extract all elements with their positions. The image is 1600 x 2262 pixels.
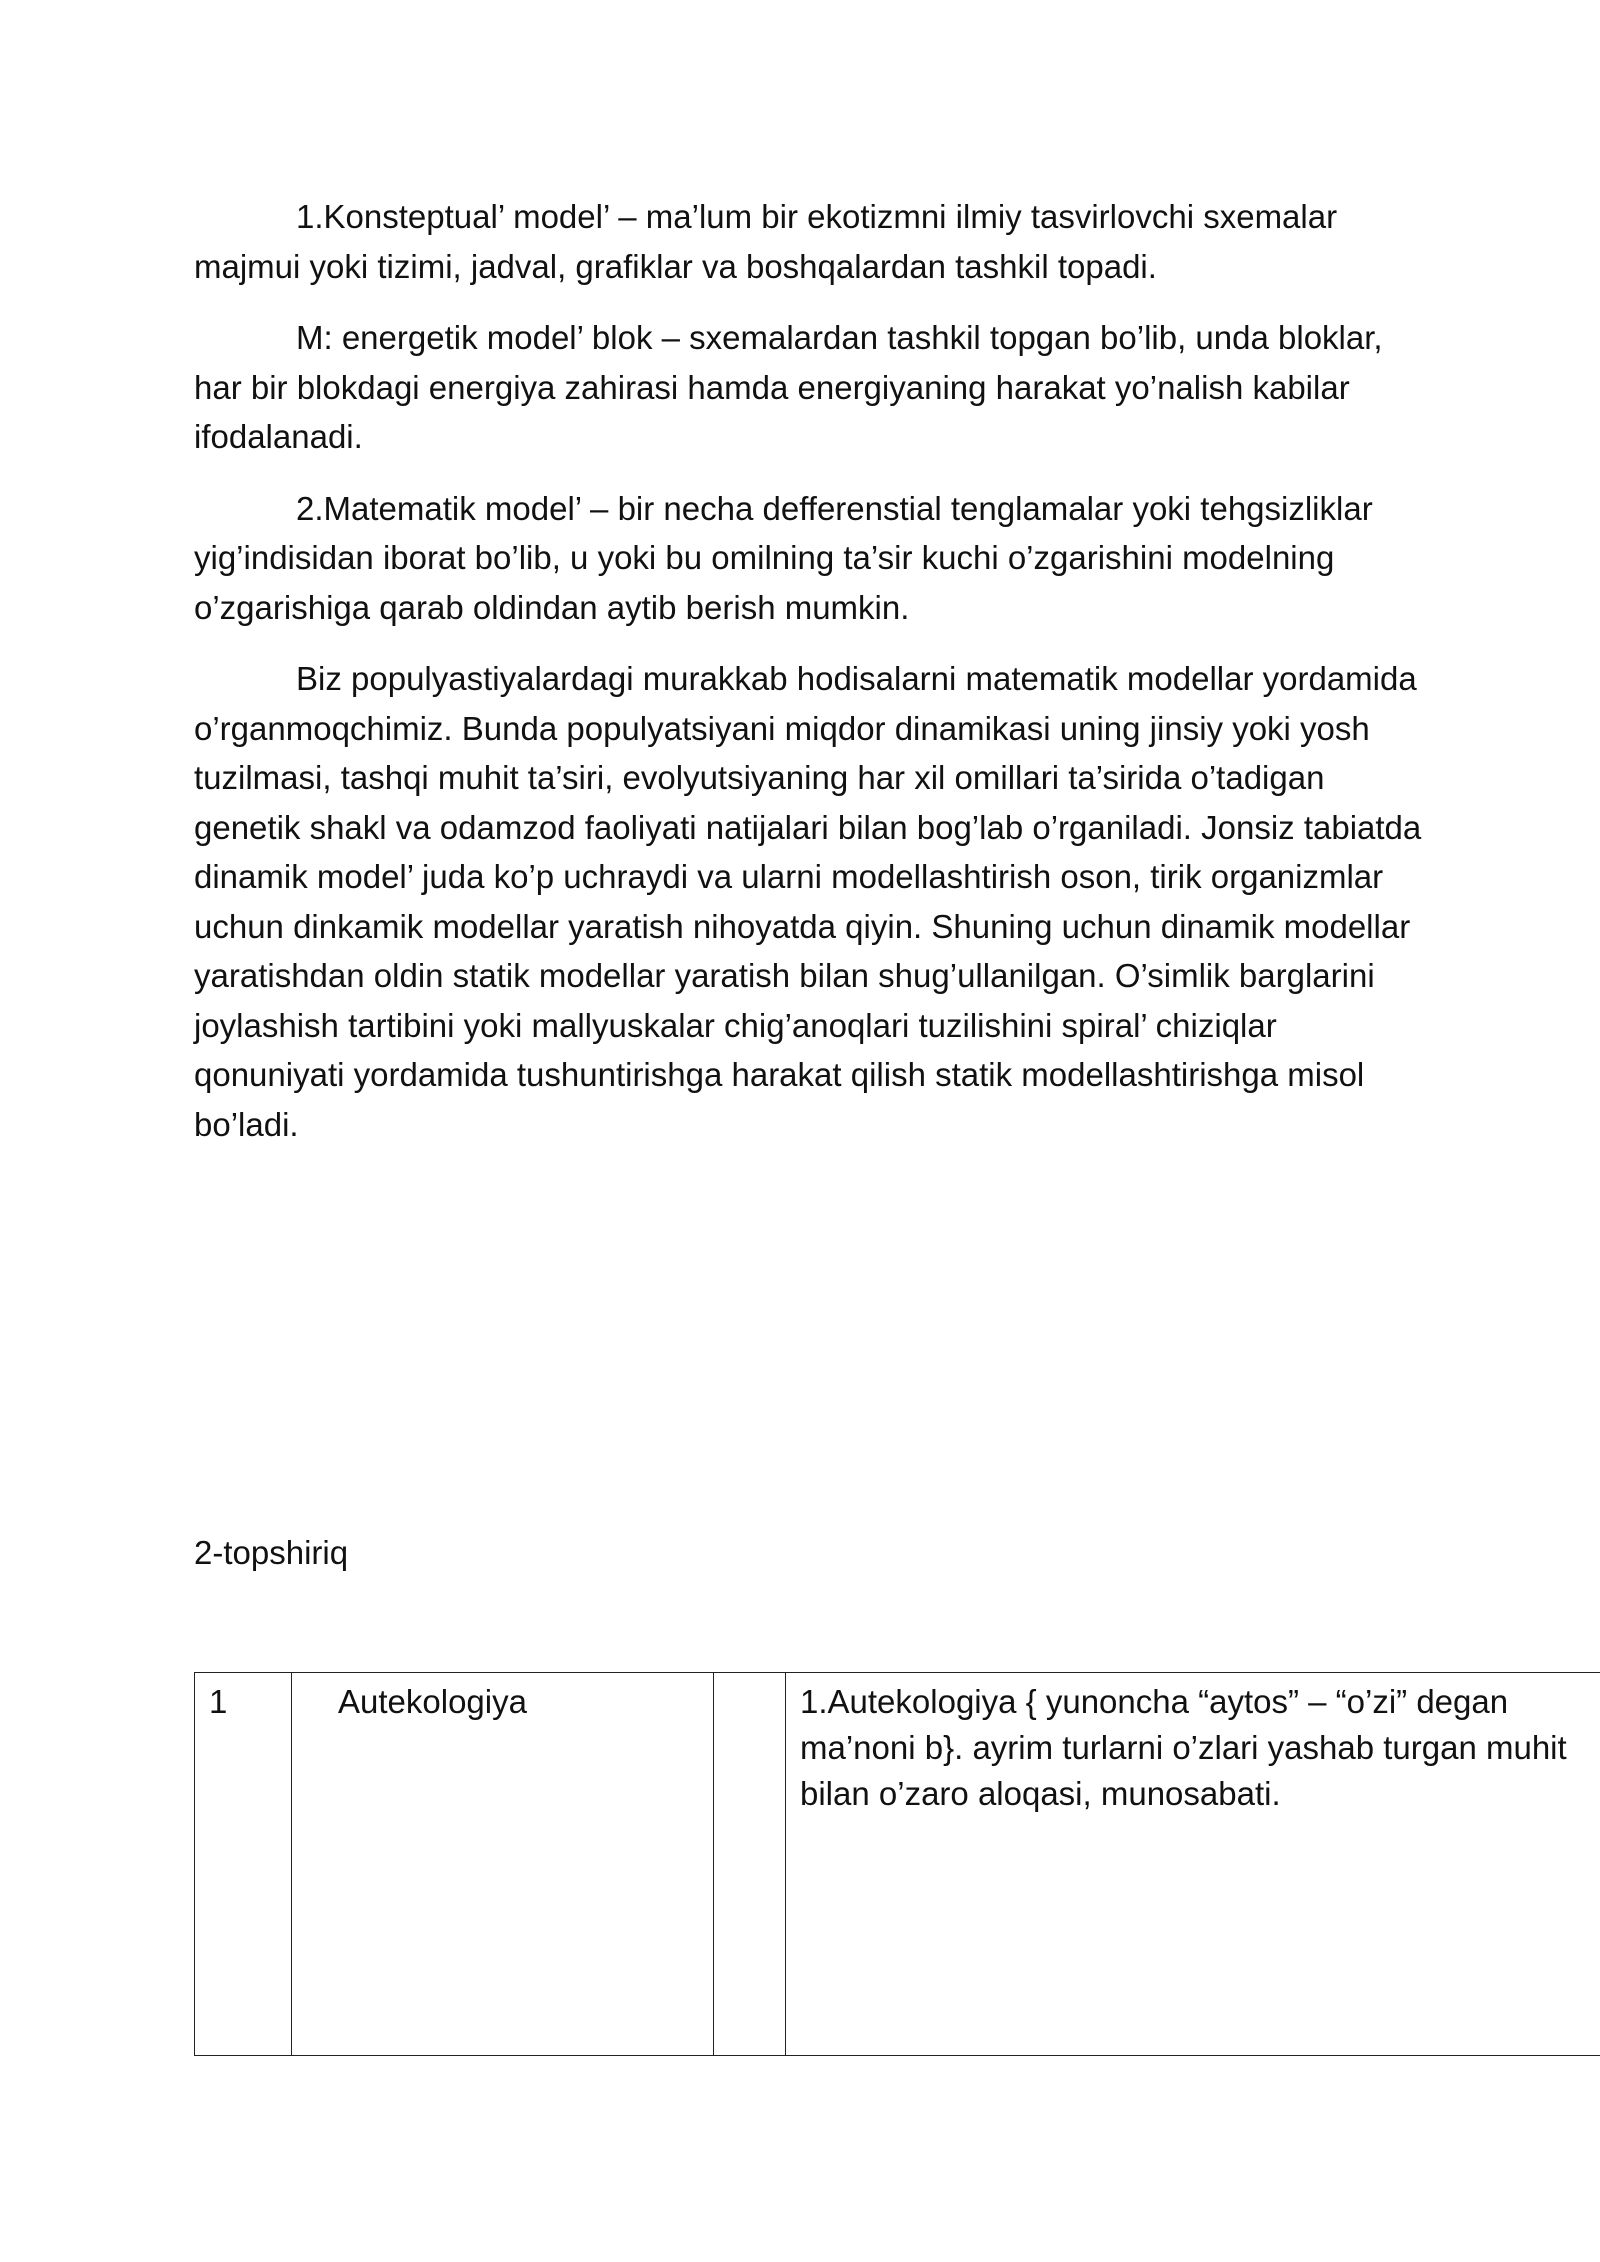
section-heading: 2-topshiriq [194, 1534, 349, 1571]
row-number-cell: 1 [195, 1673, 292, 2056]
definition-cell: 1.Autekologiya { yunoncha “aytos” – “o’zi” degan ma’noni b}. ayrim turlarni o’zlari yashab turgan muhit bilan o’zaro aloqasi, munosabati. [786, 1673, 1600, 2056]
table-row [195, 1673, 1600, 2056]
term-cell: Autekologiya [292, 1673, 714, 2056]
body-text [194, 192, 1424, 1171]
empty-cell [714, 1673, 786, 2056]
paragraph-energy-model: M: energetik model’ blok – sxemalardan tashkil topgan bo’lib, unda bloklar, har bir blokdagi energiya zahirasi hamda energiyaning harakat yo’nalish kabilar ifodalanadi. [194, 319, 1383, 455]
paragraph-mathematical-model: 2.Matematik model’ – bir necha defferenstial tenglamalar yoki tehgsizliklar yig’indisidan iborat bo’lib, u yoki bu omilning ta’sir kuchi o’zgarishini modelning o’zgarishiga qarab oldindan aytib berish mumkin. [194, 489, 1373, 626]
term-table [194, 1672, 1600, 2056]
paragraph-conceptual-model: 1.Konsteptual’ model’ – ma’lum bir ekotizmni ilmiy tasvirlovchi sxemalar majmui yoki tizimi, jadval, grafiklar va boshqalardan tashkil topadi. [194, 198, 1338, 285]
paragraph-population-models: Biz populyastiyalardagi murakkab hodisalarni matematik modellar yordamida o’rganmoqchimiz. Bunda populyatsiyani miqdor dinamikasi uning jinsiy yoki yosh tuzilmasi, tashqi muhit ta’siri, evolyutsiyaning har xil omillari ta’sirida o’tadigan genetik shakl va odamzod faoliyati natijalari bilan bog’lab o’rganiladi. Jonsiz tabiatda dinamik model’ juda ko’p uchraydi va ularni modellashtirish oson, tirik organizmlar uchun dinkamik modellar yaratish nihoyatda qiyin. Shuning uchun dinamik modellar yaratishdan oldin statik modellar yaratish bilan shug’ullanilgan. O’simlik barglarini joylashish tartibini yoki mallyuskalar chig’anoqlari tuzilishini spiral’ chiziqlar qonuniyati yordamida tushuntirishga harakat qilish statik modellashtirishga misol bo’ladi. [194, 660, 1422, 1143]
